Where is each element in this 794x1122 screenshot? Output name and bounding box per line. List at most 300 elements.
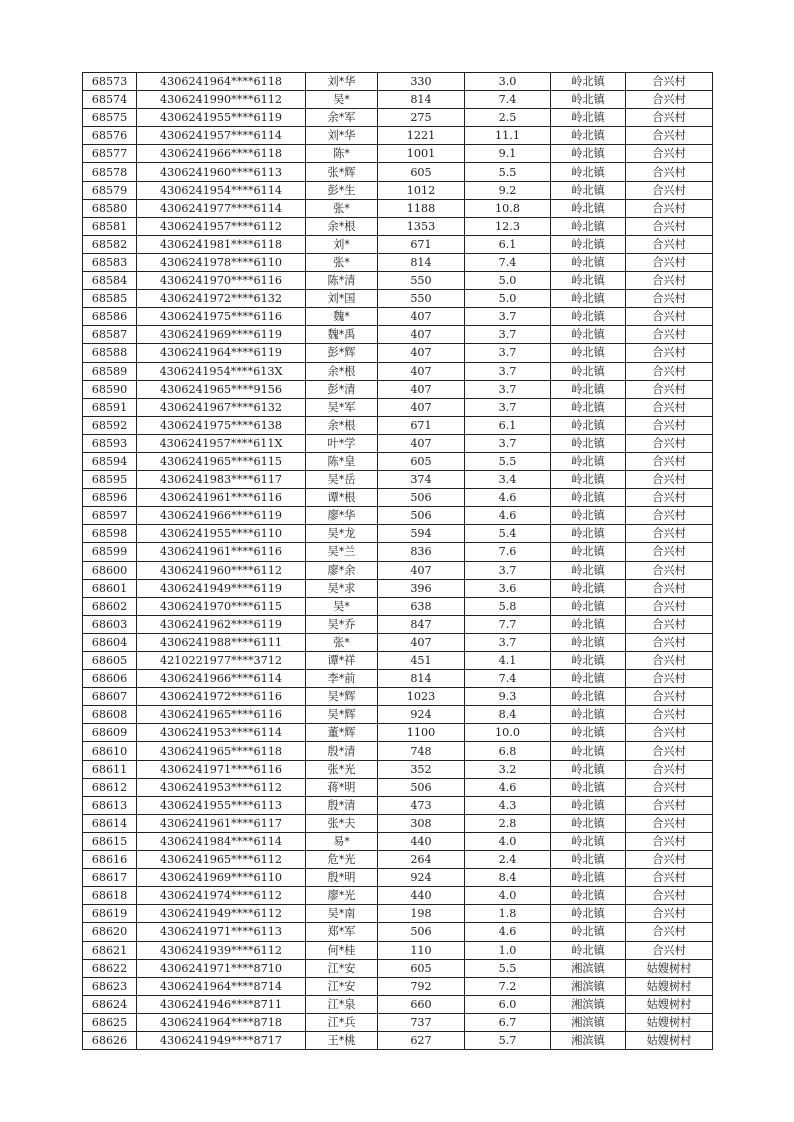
cell-amount: 1012 xyxy=(378,181,465,199)
cell-serial-number: 68579 xyxy=(83,181,137,199)
table-row xyxy=(83,452,713,470)
table-row xyxy=(83,308,713,326)
cell-name: 魏*禹 xyxy=(306,326,378,344)
cell-name: 吴*南 xyxy=(306,905,378,923)
cell-name: 何*桂 xyxy=(306,941,378,959)
cell-amount: 451 xyxy=(378,652,465,670)
cell-serial-number: 68617 xyxy=(83,869,137,887)
cell-name: 吴*辉 xyxy=(306,688,378,706)
cell-serial-number: 68577 xyxy=(83,145,137,163)
cell-name: 张* xyxy=(306,633,378,651)
cell-amount: 440 xyxy=(378,887,465,905)
cell-town: 岭北镇 xyxy=(551,814,626,832)
cell-value: 3.7 xyxy=(465,308,551,326)
cell-village: 合兴村 xyxy=(626,380,713,398)
cell-name: 廖*光 xyxy=(306,887,378,905)
cell-value: 5.5 xyxy=(465,163,551,181)
cell-amount: 605 xyxy=(378,959,465,977)
cell-town: 岭北镇 xyxy=(551,452,626,470)
cell-village: 合兴村 xyxy=(626,253,713,271)
cell-value: 8.4 xyxy=(465,706,551,724)
cell-value: 5.4 xyxy=(465,525,551,543)
cell-town: 湘滨镇 xyxy=(551,1013,626,1031)
cell-id-number: 4306241965****9156 xyxy=(137,380,306,398)
cell-village: 合兴村 xyxy=(626,543,713,561)
cell-village: 合兴村 xyxy=(626,851,713,869)
cell-value: 1.0 xyxy=(465,941,551,959)
cell-serial-number: 68614 xyxy=(83,814,137,832)
cell-village: 合兴村 xyxy=(626,489,713,507)
cell-town: 岭北镇 xyxy=(551,272,626,290)
cell-id-number: 4306241965****6115 xyxy=(137,452,306,470)
cell-village: 合兴村 xyxy=(626,633,713,651)
cell-village: 合兴村 xyxy=(626,290,713,308)
cell-id-number: 4306241967****6132 xyxy=(137,398,306,416)
table-row xyxy=(83,344,713,362)
cell-village: 合兴村 xyxy=(626,905,713,923)
cell-amount: 671 xyxy=(378,416,465,434)
cell-value: 4.6 xyxy=(465,778,551,796)
cell-serial-number: 68584 xyxy=(83,272,137,290)
cell-village: 合兴村 xyxy=(626,181,713,199)
cell-village: 合兴村 xyxy=(626,923,713,941)
cell-village: 合兴村 xyxy=(626,91,713,109)
cell-serial-number: 68609 xyxy=(83,724,137,742)
cell-town: 岭北镇 xyxy=(551,380,626,398)
cell-amount: 407 xyxy=(378,344,465,362)
cell-amount: 550 xyxy=(378,272,465,290)
cell-serial-number: 68598 xyxy=(83,525,137,543)
cell-village: 合兴村 xyxy=(626,416,713,434)
cell-value: 7.2 xyxy=(465,977,551,995)
cell-id-number: 4306241966****6119 xyxy=(137,507,306,525)
cell-name: 刘* xyxy=(306,235,378,253)
cell-id-number: 4306241975****6138 xyxy=(137,416,306,434)
cell-amount: 550 xyxy=(378,290,465,308)
cell-town: 岭北镇 xyxy=(551,579,626,597)
cell-town: 岭北镇 xyxy=(551,724,626,742)
cell-value: 3.7 xyxy=(465,380,551,398)
cell-id-number: 4210221977****3712 xyxy=(137,652,306,670)
cell-amount: 1023 xyxy=(378,688,465,706)
cell-value: 3.7 xyxy=(465,398,551,416)
cell-id-number: 4306241977****6114 xyxy=(137,199,306,217)
cell-value: 3.0 xyxy=(465,73,551,91)
cell-village: 合兴村 xyxy=(626,706,713,724)
cell-amount: 330 xyxy=(378,73,465,91)
cell-town: 岭北镇 xyxy=(551,308,626,326)
cell-value: 4.6 xyxy=(465,489,551,507)
cell-town: 岭北镇 xyxy=(551,652,626,670)
table-row xyxy=(83,941,713,959)
cell-serial-number: 68626 xyxy=(83,1031,137,1049)
cell-amount: 924 xyxy=(378,869,465,887)
cell-value: 4.0 xyxy=(465,887,551,905)
cell-name: 危*光 xyxy=(306,851,378,869)
cell-serial-number: 68615 xyxy=(83,832,137,850)
cell-id-number: 4306241957****6114 xyxy=(137,127,306,145)
cell-id-number: 4306241983****6117 xyxy=(137,471,306,489)
cell-value: 4.1 xyxy=(465,652,551,670)
cell-amount: 275 xyxy=(378,109,465,127)
cell-name: 江*安 xyxy=(306,977,378,995)
cell-serial-number: 68597 xyxy=(83,507,137,525)
cell-value: 2.4 xyxy=(465,851,551,869)
cell-village: 合兴村 xyxy=(626,507,713,525)
cell-value: 5.0 xyxy=(465,290,551,308)
cell-amount: 748 xyxy=(378,742,465,760)
cell-town: 岭北镇 xyxy=(551,688,626,706)
cell-id-number: 4306241969****6119 xyxy=(137,326,306,344)
cell-town: 岭北镇 xyxy=(551,887,626,905)
cell-village: 合兴村 xyxy=(626,670,713,688)
cell-id-number: 4306241961****6117 xyxy=(137,814,306,832)
table-row xyxy=(83,416,713,434)
cell-serial-number: 68622 xyxy=(83,959,137,977)
table-row xyxy=(83,543,713,561)
cell-id-number: 4306241957****6112 xyxy=(137,217,306,235)
cell-amount: 737 xyxy=(378,1013,465,1031)
cell-name: 张*光 xyxy=(306,760,378,778)
cell-town: 岭北镇 xyxy=(551,344,626,362)
cell-name: 郑*军 xyxy=(306,923,378,941)
cell-village: 合兴村 xyxy=(626,344,713,362)
records-table-body xyxy=(83,73,713,1050)
cell-serial-number: 68619 xyxy=(83,905,137,923)
cell-serial-number: 68610 xyxy=(83,742,137,760)
cell-id-number: 4306241955****6113 xyxy=(137,796,306,814)
cell-village: 合兴村 xyxy=(626,199,713,217)
cell-value: 5.5 xyxy=(465,959,551,977)
cell-name: 蒋*明 xyxy=(306,778,378,796)
cell-village: 合兴村 xyxy=(626,362,713,380)
cell-name: 吴*求 xyxy=(306,579,378,597)
cell-village: 合兴村 xyxy=(626,579,713,597)
cell-amount: 407 xyxy=(378,398,465,416)
cell-id-number: 4306241969****6110 xyxy=(137,869,306,887)
table-row xyxy=(83,127,713,145)
cell-serial-number: 68601 xyxy=(83,579,137,597)
cell-village: 合兴村 xyxy=(626,724,713,742)
cell-town: 岭北镇 xyxy=(551,145,626,163)
cell-town: 岭北镇 xyxy=(551,181,626,199)
cell-town: 岭北镇 xyxy=(551,851,626,869)
cell-serial-number: 68578 xyxy=(83,163,137,181)
cell-id-number: 4306241975****6116 xyxy=(137,308,306,326)
cell-village: 合兴村 xyxy=(626,434,713,452)
cell-name: 廖*余 xyxy=(306,561,378,579)
cell-value: 3.7 xyxy=(465,561,551,579)
cell-town: 岭北镇 xyxy=(551,290,626,308)
cell-name: 吴*辉 xyxy=(306,706,378,724)
cell-serial-number: 68588 xyxy=(83,344,137,362)
cell-amount: 440 xyxy=(378,832,465,850)
cell-village: 合兴村 xyxy=(626,742,713,760)
cell-name: 吴*龙 xyxy=(306,525,378,543)
cell-amount: 374 xyxy=(378,471,465,489)
cell-name: 江*泉 xyxy=(306,995,378,1013)
cell-serial-number: 68625 xyxy=(83,1013,137,1031)
cell-village: 合兴村 xyxy=(626,452,713,470)
cell-town: 湘滨镇 xyxy=(551,959,626,977)
cell-serial-number: 68580 xyxy=(83,199,137,217)
cell-village: 合兴村 xyxy=(626,398,713,416)
cell-value: 9.1 xyxy=(465,145,551,163)
cell-village: 合兴村 xyxy=(626,941,713,959)
cell-town: 岭北镇 xyxy=(551,525,626,543)
cell-id-number: 4306241990****6112 xyxy=(137,91,306,109)
table-row xyxy=(83,724,713,742)
cell-name: 刘*华 xyxy=(306,73,378,91)
cell-id-number: 4306241960****6112 xyxy=(137,561,306,579)
cell-serial-number: 68589 xyxy=(83,362,137,380)
table-row xyxy=(83,290,713,308)
cell-id-number: 4306241971****8710 xyxy=(137,959,306,977)
cell-serial-number: 68602 xyxy=(83,597,137,615)
cell-town: 湘滨镇 xyxy=(551,995,626,1013)
table-row xyxy=(83,73,713,91)
cell-amount: 605 xyxy=(378,163,465,181)
cell-id-number: 4306241964****6118 xyxy=(137,73,306,91)
cell-name: 魏* xyxy=(306,308,378,326)
cell-amount: 1100 xyxy=(378,724,465,742)
table-row xyxy=(83,380,713,398)
cell-value: 5.7 xyxy=(465,1031,551,1049)
cell-id-number: 4306241954****6114 xyxy=(137,181,306,199)
cell-serial-number: 68586 xyxy=(83,308,137,326)
table-row xyxy=(83,959,713,977)
cell-amount: 1221 xyxy=(378,127,465,145)
cell-serial-number: 68582 xyxy=(83,235,137,253)
cell-amount: 264 xyxy=(378,851,465,869)
cell-amount: 627 xyxy=(378,1031,465,1049)
records-table xyxy=(82,72,713,1050)
cell-value: 6.0 xyxy=(465,995,551,1013)
cell-serial-number: 68603 xyxy=(83,615,137,633)
table-row xyxy=(83,1013,713,1031)
cell-amount: 308 xyxy=(378,814,465,832)
cell-value: 6.1 xyxy=(465,416,551,434)
cell-serial-number: 68576 xyxy=(83,127,137,145)
cell-serial-number: 68595 xyxy=(83,471,137,489)
cell-serial-number: 68618 xyxy=(83,887,137,905)
cell-village: 合兴村 xyxy=(626,887,713,905)
cell-amount: 506 xyxy=(378,778,465,796)
cell-value: 10.0 xyxy=(465,724,551,742)
cell-town: 岭北镇 xyxy=(551,706,626,724)
cell-value: 4.3 xyxy=(465,796,551,814)
cell-name: 张* xyxy=(306,253,378,271)
table-row xyxy=(83,977,713,995)
cell-town: 岭北镇 xyxy=(551,253,626,271)
cell-value: 8.4 xyxy=(465,869,551,887)
table-row xyxy=(83,652,713,670)
cell-town: 岭北镇 xyxy=(551,235,626,253)
cell-value: 3.7 xyxy=(465,344,551,362)
cell-name: 刘*国 xyxy=(306,290,378,308)
cell-town: 岭北镇 xyxy=(551,398,626,416)
cell-town: 岭北镇 xyxy=(551,326,626,344)
cell-value: 3.7 xyxy=(465,362,551,380)
table-row xyxy=(83,995,713,1013)
cell-town: 岭北镇 xyxy=(551,73,626,91)
cell-amount: 198 xyxy=(378,905,465,923)
cell-id-number: 4306241960****6113 xyxy=(137,163,306,181)
cell-amount: 407 xyxy=(378,434,465,452)
cell-village: 合兴村 xyxy=(626,832,713,850)
cell-town: 岭北镇 xyxy=(551,109,626,127)
cell-village: 合兴村 xyxy=(626,615,713,633)
cell-amount: 814 xyxy=(378,670,465,688)
cell-amount: 1001 xyxy=(378,145,465,163)
table-row xyxy=(83,742,713,760)
table-row xyxy=(83,163,713,181)
table-row xyxy=(83,760,713,778)
cell-amount: 407 xyxy=(378,362,465,380)
cell-name: 余*军 xyxy=(306,109,378,127)
cell-village: 合兴村 xyxy=(626,597,713,615)
cell-serial-number: 68574 xyxy=(83,91,137,109)
cell-name: 廖*华 xyxy=(306,507,378,525)
cell-village: 合兴村 xyxy=(626,163,713,181)
cell-village: 合兴村 xyxy=(626,652,713,670)
cell-value: 7.4 xyxy=(465,91,551,109)
cell-town: 岭北镇 xyxy=(551,362,626,380)
cell-value: 4.0 xyxy=(465,832,551,850)
cell-id-number: 4306241955****6110 xyxy=(137,525,306,543)
table-row xyxy=(83,832,713,850)
cell-town: 岭北镇 xyxy=(551,597,626,615)
table-row xyxy=(83,326,713,344)
cell-value: 5.5 xyxy=(465,452,551,470)
cell-village: 合兴村 xyxy=(626,778,713,796)
cell-amount: 110 xyxy=(378,941,465,959)
cell-amount: 605 xyxy=(378,452,465,470)
cell-id-number: 4306241988****6111 xyxy=(137,633,306,651)
cell-amount: 638 xyxy=(378,597,465,615)
cell-serial-number: 68585 xyxy=(83,290,137,308)
table-row xyxy=(83,253,713,271)
cell-amount: 407 xyxy=(378,633,465,651)
cell-serial-number: 68623 xyxy=(83,977,137,995)
table-row xyxy=(83,471,713,489)
cell-id-number: 4306241965****6116 xyxy=(137,706,306,724)
cell-serial-number: 68606 xyxy=(83,670,137,688)
table-row xyxy=(83,579,713,597)
cell-serial-number: 68604 xyxy=(83,633,137,651)
cell-town: 岭北镇 xyxy=(551,91,626,109)
table-row xyxy=(83,887,713,905)
cell-id-number: 4306241970****6115 xyxy=(137,597,306,615)
cell-id-number: 4306241955****6119 xyxy=(137,109,306,127)
cell-town: 岭北镇 xyxy=(551,633,626,651)
cell-value: 2.8 xyxy=(465,814,551,832)
cell-name: 彭*清 xyxy=(306,380,378,398)
cell-name: 陈* xyxy=(306,145,378,163)
cell-id-number: 4306241949****6112 xyxy=(137,905,306,923)
cell-amount: 506 xyxy=(378,923,465,941)
table-row xyxy=(83,525,713,543)
cell-value: 3.7 xyxy=(465,633,551,651)
cell-town: 岭北镇 xyxy=(551,905,626,923)
cell-town: 岭北镇 xyxy=(551,489,626,507)
cell-amount: 836 xyxy=(378,543,465,561)
cell-value: 3.2 xyxy=(465,760,551,778)
cell-amount: 473 xyxy=(378,796,465,814)
cell-village: 合兴村 xyxy=(626,796,713,814)
cell-serial-number: 68599 xyxy=(83,543,137,561)
cell-town: 岭北镇 xyxy=(551,742,626,760)
cell-amount: 1353 xyxy=(378,217,465,235)
cell-id-number: 4306241981****6118 xyxy=(137,235,306,253)
cell-name: 吴*军 xyxy=(306,398,378,416)
table-row xyxy=(83,217,713,235)
cell-name: 殷*清 xyxy=(306,796,378,814)
cell-value: 3.7 xyxy=(465,326,551,344)
cell-name: 吴* xyxy=(306,597,378,615)
cell-amount: 1188 xyxy=(378,199,465,217)
cell-amount: 407 xyxy=(378,561,465,579)
table-row xyxy=(83,796,713,814)
cell-name: 江*安 xyxy=(306,959,378,977)
cell-amount: 792 xyxy=(378,977,465,995)
cell-serial-number: 68613 xyxy=(83,796,137,814)
cell-value: 9.3 xyxy=(465,688,551,706)
cell-town: 岭北镇 xyxy=(551,796,626,814)
cell-town: 岭北镇 xyxy=(551,778,626,796)
cell-serial-number: 68591 xyxy=(83,398,137,416)
cell-id-number: 4306241957****611X xyxy=(137,434,306,452)
table-row xyxy=(83,489,713,507)
cell-serial-number: 68608 xyxy=(83,706,137,724)
cell-serial-number: 68587 xyxy=(83,326,137,344)
cell-serial-number: 68583 xyxy=(83,253,137,271)
cell-name: 谭*祥 xyxy=(306,652,378,670)
cell-village: 合兴村 xyxy=(626,73,713,91)
cell-town: 岭北镇 xyxy=(551,199,626,217)
cell-value: 11.1 xyxy=(465,127,551,145)
cell-amount: 407 xyxy=(378,326,465,344)
cell-value: 3.6 xyxy=(465,579,551,597)
cell-id-number: 4306241964****8714 xyxy=(137,977,306,995)
cell-village: 合兴村 xyxy=(626,688,713,706)
table-row xyxy=(83,851,713,869)
cell-amount: 814 xyxy=(378,91,465,109)
cell-value: 1.8 xyxy=(465,905,551,923)
cell-amount: 407 xyxy=(378,308,465,326)
cell-value: 7.7 xyxy=(465,615,551,633)
cell-amount: 671 xyxy=(378,235,465,253)
cell-serial-number: 68607 xyxy=(83,688,137,706)
table-row xyxy=(83,507,713,525)
cell-id-number: 4306241962****6119 xyxy=(137,615,306,633)
table-row xyxy=(83,869,713,887)
cell-amount: 660 xyxy=(378,995,465,1013)
cell-name: 李*前 xyxy=(306,670,378,688)
table-row xyxy=(83,199,713,217)
cell-town: 岭北镇 xyxy=(551,434,626,452)
cell-village: 姑嫂树村 xyxy=(626,977,713,995)
cell-value: 7.4 xyxy=(465,670,551,688)
table-row xyxy=(83,235,713,253)
cell-name: 陈*皇 xyxy=(306,452,378,470)
cell-serial-number: 68600 xyxy=(83,561,137,579)
cell-name: 吴*兰 xyxy=(306,543,378,561)
table-row xyxy=(83,615,713,633)
cell-value: 5.0 xyxy=(465,272,551,290)
cell-value: 10.8 xyxy=(465,199,551,217)
table-row xyxy=(83,145,713,163)
